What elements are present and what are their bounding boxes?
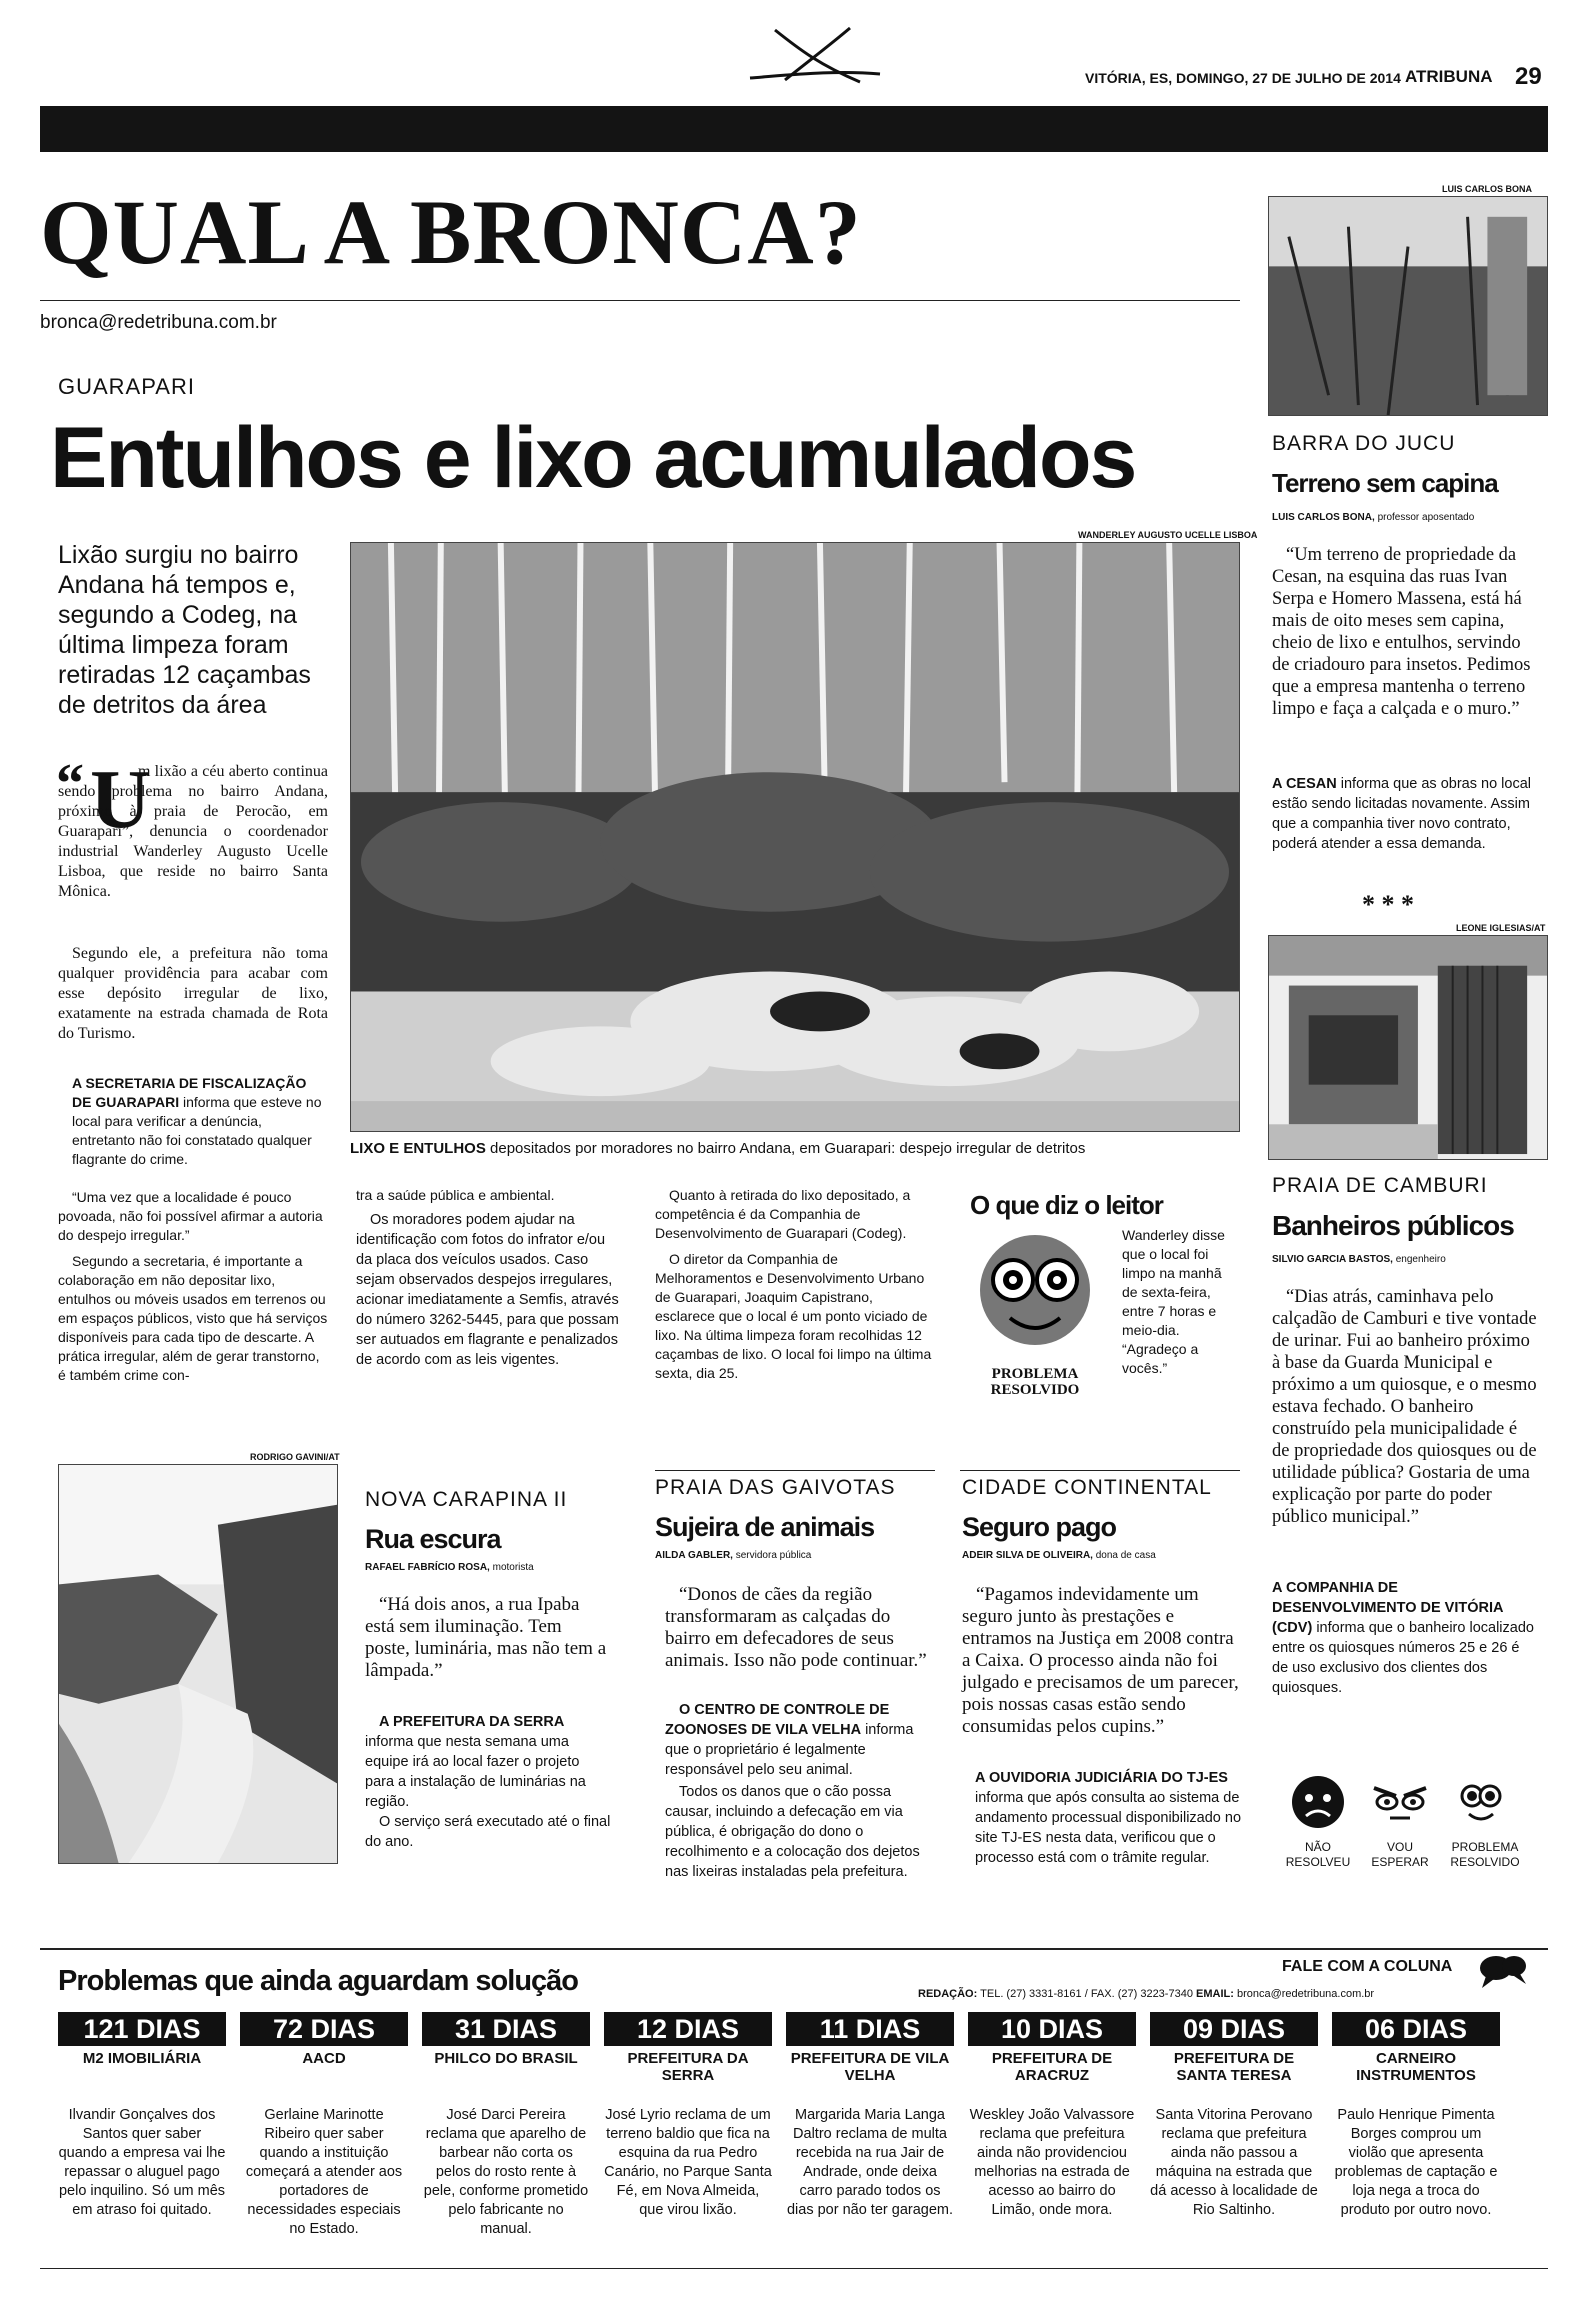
pending-org: PHILCO DO BRASIL [434,2050,578,2067]
main-section: GUARAPARI [58,374,195,399]
contact-title: FALE COM A COLUNA [1282,1958,1453,1975]
top-bar [40,106,1548,152]
page-number: 29 [1515,63,1542,90]
main-p6: tra a saúde pública e ambiental. [356,1187,555,1203]
main-headline: Entulhos e lixo acumulados [50,410,1136,506]
camburi-answer [1272,1578,1538,1698]
pending-org: PREFEITURA DA SERRA [627,2050,749,2084]
carapina-answer-text: informa que nesta semana uma equipe irá ao local fazer o projeto para a instalação de luminárias na região. [365,1734,586,1810]
barra-answer [1272,774,1538,854]
dateline: VITÓRIA, ES, DOMINGO, 27 DE JULHO DE 2014 [1085,70,1401,86]
gaivotas-title: Sujeira de animais [655,1512,875,1542]
chat-bubbles-icon [1478,1950,1528,1994]
main-p1: m lixão a céu aberto continua sendo problema no bairro Andana, próximo à praia de Perocão, em Guarapari”, denuncia o coordenador industrial Wanderley Augusto Ucelle Lisboa, que reside no bairro Santa Mônica. [58,763,328,900]
carapina-quote: “Há dois anos, a rua Ipaba está sem iluminação. Tem poste, luminária, mas não tem a lâmpada.” [365,1594,607,1681]
carapina-answer2: O serviço será executado até o final do ano. [365,1814,611,1850]
main-photo-credit: WANDERLEY AUGUSTO UCELLE LISBOA [1078,530,1258,540]
pending-text: Margarida Maria Langa Daltro reclama de multa recebida na rua Jair de Andrade, onde deixa carro parado todos os dias por não ter garagem. [786,2107,954,2218]
main-p4: “Uma vez que a localidade é pouco povoada, não foi possível afirmar a autoria do despejo irregular.” [58,1189,323,1243]
main-p5: Segundo a secretaria, é importante a colaboração em não depositar lixo, entulhos ou móveis usados em terrenos ou em espaços públicos, visto que há serviços disponíveis para cada tipo de descarte. A prática irregular, além de gerar transtorno, é também crime con- [58,1253,328,1383]
gaivotas-byline-name: AILDA GABLER, [655,1550,733,1561]
resolved-face-icon [975,1230,1095,1350]
days-badge: 10 DIAS [968,2012,1136,2046]
contact-phone: TEL. (27) 3331-8161 / FAX. (27) 3223-7340 [980,1988,1193,2000]
carapina-section: NOVA CARAPINA II [365,1488,568,1511]
not-resolved-face-icon [1290,1774,1346,1830]
continental-title: Seguro pago [962,1512,1117,1542]
drop-quote: “ [56,753,84,815]
contact-line [918,1988,1374,2000]
carapina-answer-bold: A PREFEITURA DA SERRA [379,1714,565,1730]
main-p3-text: informa que esteve no local para verificar a denúncia, entretanto não foi constatado qualquer flagrante do crime. [72,1094,322,1167]
camburi-answer-text: informa que o banheiro localizado entre os quiosques números 25 e 26 é de uso exclusivo dos clientes dos quiosques. [1272,1620,1534,1696]
barra-byline [1272,512,1474,523]
masthead-email[interactable]: bronca@redetribuna.com.br [40,312,277,333]
continental-answer [975,1768,1241,1868]
continental-rule [960,1470,1240,1471]
pending-text: Santa Vitorina Perovano reclama que prefeitura ainda não passou a máquina na estrada que dá acesso à localidade de Rio Saltinho. [1150,2107,1318,2218]
pending-org: AACD [302,2050,346,2067]
pending-text: José Darci Pereira reclama que aparelho de barbear não corta os pelos do rosto rente à pele, conforme prometido pelo fabricante no manual. [423,2107,589,2237]
main-p2: Segundo ele, a prefeitura não toma qualquer providência para acabar com esse depósito irregular de lixo, exatamente na estrada chamada de Rota do Turismo. [58,945,328,1042]
reader-status: PROBLEMA RESOLVIDO [990,1366,1080,1398]
contact-email[interactable]: bronca@redetribuna.com.br [1236,1988,1375,2000]
main-photo [350,542,1240,1132]
barra-section: BARRA DO JUCU [1272,432,1456,455]
continental-quote: “Pagamos indevidamente um seguro junto às prestações e entramos na Justiça em 2008 contra a Caixa. O processo ainda não foi julgado e precisamos de um parecer, pois nossas casas estão sendo consumidas pelos cupins.” [962,1584,1239,1737]
continental-answer-bold: A OUVIDORIA JUDICIÁRIA DO TJ-ES [975,1770,1228,1786]
barra-quote: “Um terreno de propriedade da Cesan, na esquina das ruas Ivan Serpa e Homero Massena, está há mais de oito meses sem capina, cheio de lixo e entulhos, servindo de criadouro para insetos. Pedimos que a empresa mantenha o terreno limpo e faça a calçada e o muro.” [1272,545,1531,719]
legend-not-resolved: NÃO RESOLVEU [1285,1840,1351,1869]
pending-title: Problemas que ainda aguardam solução [58,1965,578,1997]
bottom-rule [40,2268,1548,2269]
barra-photo [1268,196,1548,416]
gaivotas-quote: “Donos de cães da região transformaram as calçadas do bairro em defecadores de seus animais. Isso não pode continuar.” [665,1584,927,1671]
camburi-answer-bold: A COMPANHIA DE DESENVOLVIMENTO DE VITÓRIA (CDV) [1272,1580,1503,1636]
pending-top-rule [40,1948,1548,1950]
drop-cap: U [90,753,151,846]
days-badge: 11 DIAS [786,2012,954,2046]
camburi-byline-role: engenheiro [1395,1254,1446,1265]
pending-org: PREFEITURA DE SANTA TERESA [1173,2050,1295,2084]
barra-answer-text: informa que as obras no local estão sendo licitadas novamente. Assim que a companhia tiver novo contrato, poderá atender a essa demanda. [1272,776,1531,852]
barra-photo-credit: LUIS CARLOS BONA [1442,184,1532,194]
days-badge: 12 DIAS [604,2012,772,2046]
reader-text: Wanderley disse que o local foi limpo na manhã de sexta-feira, entre 7 horas e meio-dia. “Agradeço a vocês.” [1122,1227,1225,1376]
main-deck: Lixão surgiu no bairro Andana há tempos e, segundo a Codeg, na última limpeza foram retiradas 12 caçambas de detritos da área [58,541,311,719]
paper-name: ATRIBUNA [1405,67,1493,86]
pending-text: Paulo Henrique Pimenta Borges comprou um violão que apresenta problemas de captação e loja nega a troca do produto por outro novo. [1334,2107,1498,2218]
scribble-mark [740,20,890,90]
reader-title: O que diz o leitor [970,1190,1163,1220]
masthead-title: QUAL A BRONCA? [40,181,862,283]
continental-byline-name: ADEIR SILVA DE OLIVEIRA, [962,1550,1093,1561]
days-badge: 09 DIAS [1150,2012,1318,2046]
carapina-photo-credit: RODRIGO GAVINI/AT [250,1452,340,1462]
gaivotas-answer-bold: O CENTRO DE CONTROLE DE ZOONOSES DE VILA VELHA [665,1702,890,1738]
days-badge: 121 DIAS [58,2012,226,2046]
main-p7: Os moradores podem ajudar na identificação com fotos do infrator e/ou da placa dos veículos usados. Caso sejam observados despejos irregulares, acionar imediatamente a Semfis, através do número 3262-5445, para que possam ser autuados em flagrante e penalizados de acordo com as leis vigentes. [356,1212,619,1368]
continental-section: CIDADE CONTINENTAL [962,1476,1212,1499]
main-caption-text: depositados por moradores no bairro Andana, em Guarapari: despejo irregular de detritos [490,1140,1086,1157]
camburi-photo [1268,935,1548,1160]
gaivotas-rule [655,1470,935,1471]
gaivotas-section: PRAIA DAS GAIVOTAS [655,1476,896,1499]
pending-text: Ilvandir Gonçalves dos Santos quer saber quando a empresa vai lhe repassar o aluguel pago pelo inquilino. Só um mês em atraso foi quitado. [58,2107,226,2218]
main-p3 [72,1074,328,1169]
gaivotas-answer [665,1700,937,1780]
legend-resolved: PROBLEMA RESOLVIDO [1450,1840,1520,1869]
resolved-small-face-icon [1455,1776,1507,1828]
continental-byline-role: dona de casa [1095,1550,1156,1561]
pending-org: M2 IMOBILIÁRIA [82,2050,202,2067]
masthead-rule [40,300,1240,301]
gaivotas-answer-text: informa que o proprietário é legalmente responsável pelo seu animal. [665,1722,914,1778]
pending-text: José Lyrio reclama de um terreno baldio que fica na esquina da rua Pedro Canário, no Parque Santa Fé, em Nova Almeida, que virou lixão. [604,2107,772,2218]
pending-text: Weskley João Valvassore reclama que prefeitura ainda não providenciou melhorias na estrada de acesso ao bairro do Limão, onde mora. [969,2107,1135,2218]
days-badge: 72 DIAS [240,2012,408,2046]
main-p8: Quanto à retirada do lixo depositado, a competência é da Companhia de Desenvolvimento de Guarapari (Codeg). [655,1187,911,1241]
camburi-section: PRAIA DE CAMBURI [1272,1174,1488,1197]
gaivotas-answer2: Todos os danos que o cão possa causar, incluindo a defecação em via pública, é obrigação do dono o recolhimento e a colocação dos dejetos nas lixeiras instaladas pela prefeitura. [665,1784,920,1880]
barra-answer-bold: A CESAN [1272,776,1337,792]
main-caption-bold: LIXO E ENTULHOS [350,1140,486,1157]
carapina-byline-role: motorista [492,1562,534,1573]
contact-label: REDAÇÃO: [918,1988,978,2000]
carapina-byline [365,1562,534,1573]
days-badge: 31 DIAS [422,2012,590,2046]
gaivotas-byline [655,1550,811,1561]
barra-title: Terreno sem capina [1272,468,1498,498]
barra-byline-role: professor aposentado [1377,512,1475,523]
camburi-byline-name: SILVIO GARCIA BASTOS, [1272,1254,1393,1265]
main-p9: O diretor da Companhia de Melhoramentos e Desenvolvimento Urbano de Guarapari, Joaquim Capistrano, esclarece que o local é um ponto viciado de lixo. Na última limpeza foram recolhidas 12 caçambas de lixo. O local foi limpo na última sexta, dia 25. [655,1251,932,1381]
main-caption [350,1140,1250,1157]
camburi-photo-credit: LEONE IGLESIAS/AT [1456,923,1546,933]
camburi-quote: “Dias atrás, caminhava pelo calçadão de Camburi e tive vontade de urinar. Fui ao banheiro próximo à base da Guarda Municipal e próximo a um quiosque, e o mesmo estava fechado. O banheiro construído pela municipalidade é de propriedade dos quiosques ou de utilidade pública? Gostaria de uma explicação por parte do poder público municipal.” [1272,1287,1537,1527]
carapina-photo [58,1464,338,1864]
carapina-answer [365,1712,611,1812]
carapina-title: Rua escura [365,1524,501,1554]
pending-org: PREFEITURA DE VILA VELHA [790,2050,950,2084]
camburi-byline [1272,1254,1446,1265]
wait-face-icon [1370,1780,1430,1824]
contact-email-label: EMAIL: [1196,1988,1234,2000]
carapina-byline-name: RAFAEL FABRÍCIO ROSA, [365,1562,490,1573]
camburi-title: Banheiros públicos [1272,1210,1514,1241]
continental-byline [962,1550,1156,1561]
continental-answer-text: informa que após consulta ao sistema de andamento processual disponibilizado no site TJ-ES nesta data, verificou que o processo está com o trâmite regular. [975,1790,1242,1866]
pending-org: PREFEITURA DE ARACRUZ [991,2050,1113,2084]
barra-stars: * * * [1362,890,1414,919]
barra-byline-name: LUIS CARLOS BONA, [1272,512,1375,523]
legend-wait: VOU ESPERAR [1371,1840,1429,1869]
pending-org: CARNEIRO INSTRUMENTOS [1356,2050,1476,2084]
gaivotas-byline-role: servidora pública [735,1550,812,1561]
pending-text: Gerlaine Marinotte Ribeiro quer saber quando a instituição começará a atender aos portadores de necessidades especiais no Estado. [245,2107,403,2237]
days-badge: 06 DIAS [1332,2012,1500,2046]
main-p3-bold: A SECRETARIA DE FISCALIZAÇÃO DE GUARAPARI [72,1075,307,1110]
